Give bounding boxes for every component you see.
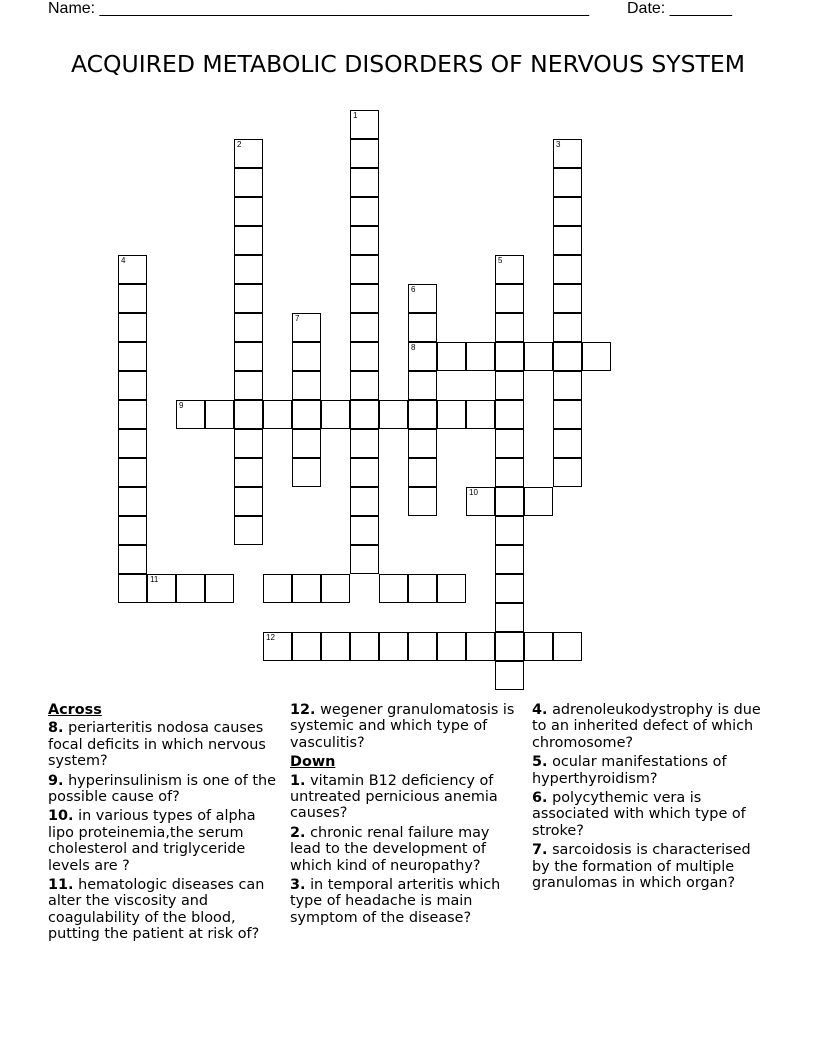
grid-cell[interactable] <box>495 603 524 632</box>
grid-cell[interactable] <box>524 632 553 661</box>
grid-cell[interactable] <box>379 574 408 603</box>
grid-cell[interactable] <box>118 458 147 487</box>
grid-cell[interactable] <box>350 516 379 545</box>
grid-cell[interactable] <box>553 458 582 487</box>
grid-cell[interactable] <box>350 371 379 400</box>
clue-number: 9. <box>48 772 64 789</box>
grid-cell[interactable] <box>495 284 524 313</box>
clue-text: hyperinsulinism is one of the possible cause of? <box>48 772 277 806</box>
grid-cell[interactable] <box>350 284 379 313</box>
clue-down-4 <box>532 702 772 751</box>
grid-cell[interactable] <box>553 429 582 458</box>
grid-cell[interactable] <box>263 574 292 603</box>
grid-cell[interactable] <box>234 168 263 197</box>
grid-cell[interactable] <box>350 197 379 226</box>
clue-text: in various types of alpha lipo proteinemia,the serum cholesterol and triglyceride levels are ? <box>48 808 256 874</box>
clue-text: chronic renal failure may lead to the development of which kind of neuropathy? <box>290 824 490 874</box>
grid-cell[interactable] <box>495 255 524 284</box>
grid-cell[interactable] <box>350 400 379 429</box>
grid-cell[interactable] <box>582 342 611 371</box>
clue-text: ocular manifestations of hyperthyroidism? <box>532 754 727 787</box>
grid-cell[interactable] <box>350 255 379 284</box>
grid-cell[interactable] <box>408 632 437 661</box>
grid-cell[interactable] <box>350 226 379 255</box>
grid-cell[interactable] <box>234 458 263 487</box>
grid-cell[interactable] <box>263 400 292 429</box>
cell-number: 5 <box>498 256 503 265</box>
clue-text: hematologic diseases can alter the viscosity and coagulability of the blood, putting the patient at risk of? <box>48 877 265 943</box>
grid-cell[interactable] <box>118 516 147 545</box>
grid-cell[interactable] <box>234 429 263 458</box>
clue-across-11 <box>48 877 280 943</box>
clue-number: 3. <box>290 877 306 894</box>
grid-cell[interactable] <box>350 139 379 168</box>
clue-number: 12. <box>290 702 316 718</box>
clue-text: adrenoleukodystrophy is due to an inherited defect of which chromosome? <box>532 702 761 751</box>
cell-number: 1 <box>353 111 358 120</box>
date-field[interactable]: Date: _______ <box>627 0 732 17</box>
clue-text: periarteritis nodosa causes focal deficits in which nervous system? <box>48 720 266 770</box>
grid-cell[interactable] <box>176 400 205 429</box>
name-field[interactable]: Name: _______________________________________________________ <box>48 0 589 17</box>
grid-cell[interactable] <box>118 429 147 458</box>
cell-number: 10 <box>469 488 478 497</box>
grid-cell[interactable] <box>118 284 147 313</box>
clue-number: 4. <box>532 702 548 718</box>
grid-cell[interactable] <box>408 574 437 603</box>
across-heading: Across <box>48 702 102 718</box>
grid-cell[interactable] <box>350 632 379 661</box>
grid-cell[interactable] <box>408 371 437 400</box>
grid-cell[interactable] <box>176 574 205 603</box>
grid-cell[interactable] <box>408 284 437 313</box>
grid-cell[interactable] <box>408 342 437 371</box>
grid-cell[interactable] <box>234 516 263 545</box>
grid-cell[interactable] <box>234 313 263 342</box>
grid-cell[interactable] <box>118 371 147 400</box>
grid-cell[interactable] <box>292 574 321 603</box>
cell-number: 4 <box>121 256 126 265</box>
clue-number: 11. <box>48 877 74 894</box>
clue-down-6 <box>532 790 772 839</box>
grid-cell[interactable] <box>350 545 379 574</box>
grid-cell[interactable] <box>495 632 524 661</box>
grid-cell[interactable] <box>553 284 582 313</box>
grid-cell[interactable] <box>495 545 524 574</box>
grid-cell[interactable] <box>292 429 321 458</box>
grid-cell[interactable] <box>495 400 524 429</box>
grid-cell[interactable] <box>553 197 582 226</box>
grid-cell[interactable] <box>437 400 466 429</box>
grid-cell[interactable] <box>118 255 147 284</box>
grid-cell[interactable] <box>408 487 437 516</box>
grid-cell[interactable] <box>437 342 466 371</box>
grid-cell[interactable] <box>437 632 466 661</box>
grid-cell[interactable] <box>553 371 582 400</box>
clues-column-1 <box>48 702 280 946</box>
grid-cell[interactable] <box>234 226 263 255</box>
grid-cell[interactable] <box>321 574 350 603</box>
grid-cell[interactable] <box>495 371 524 400</box>
grid-cell[interactable] <box>553 255 582 284</box>
grid-cell[interactable] <box>495 313 524 342</box>
clue-down-5 <box>532 754 772 787</box>
cell-number: 8 <box>411 343 416 352</box>
clue-number: 2. <box>290 824 306 841</box>
grid-cell[interactable] <box>437 574 466 603</box>
grid-cell[interactable] <box>263 632 292 661</box>
grid-cell[interactable] <box>147 574 176 603</box>
grid-cell[interactable] <box>553 226 582 255</box>
grid-cell[interactable] <box>234 487 263 516</box>
grid-cell[interactable] <box>524 487 553 516</box>
grid-cell[interactable] <box>118 313 147 342</box>
grid-cell[interactable] <box>118 487 147 516</box>
clue-text: in temporal arteritis which type of headache is main symptom of the disease? <box>290 877 501 926</box>
grid-cell[interactable] <box>118 400 147 429</box>
cell-number: 12 <box>266 633 275 642</box>
clue-text: wegener granulomatosis is systemic and which type of vasculitis? <box>290 702 515 751</box>
cell-number: 9 <box>179 401 184 410</box>
clue-down-1 <box>290 773 522 822</box>
clue-number: 5. <box>532 754 548 771</box>
grid-cell[interactable] <box>118 545 147 574</box>
grid-cell[interactable] <box>466 342 495 371</box>
page-title: ACQUIRED METABOLIC DISORDERS OF NERVOUS SYSTEM <box>70 50 746 78</box>
grid-cell[interactable] <box>292 632 321 661</box>
clues-column-3 <box>532 702 772 894</box>
grid-cell[interactable] <box>350 458 379 487</box>
clue-across-12 <box>290 702 522 751</box>
grid-cell[interactable] <box>524 342 553 371</box>
grid-cell[interactable] <box>350 110 379 139</box>
cell-number: 11 <box>150 575 159 584</box>
grid-cell[interactable] <box>292 400 321 429</box>
clue-number: 10. <box>48 808 74 825</box>
grid-cell[interactable] <box>234 284 263 313</box>
grid-cell[interactable] <box>495 487 524 516</box>
clue-down-2 <box>290 825 522 874</box>
grid-cell[interactable] <box>553 139 582 168</box>
grid-cell[interactable] <box>553 632 582 661</box>
grid-cell[interactable] <box>553 313 582 342</box>
grid-cell[interactable] <box>379 400 408 429</box>
grid-cell[interactable] <box>408 313 437 342</box>
grid-cell[interactable] <box>495 574 524 603</box>
grid-cell[interactable] <box>118 574 147 603</box>
grid-cell[interactable] <box>408 429 437 458</box>
grid-cell[interactable] <box>234 342 263 371</box>
grid-cell[interactable] <box>321 400 350 429</box>
grid-cell[interactable] <box>234 400 263 429</box>
down-heading: Down <box>290 754 336 771</box>
grid-cell[interactable] <box>553 342 582 371</box>
grid-cell[interactable] <box>379 632 408 661</box>
clue-text: vitamin B12 deficiency of untreated pernicious anemia causes? <box>290 772 498 822</box>
grid-cell[interactable] <box>495 429 524 458</box>
grid-cell[interactable] <box>408 400 437 429</box>
grid-cell[interactable] <box>553 168 582 197</box>
grid-cell[interactable] <box>553 400 582 429</box>
grid-cell[interactable] <box>495 661 524 690</box>
grid-cell[interactable] <box>292 371 321 400</box>
grid-cell[interactable] <box>466 632 495 661</box>
clue-across-9 <box>48 773 280 806</box>
clue-across-8 <box>48 720 280 769</box>
grid-cell[interactable] <box>408 458 437 487</box>
grid-cell[interactable] <box>466 487 495 516</box>
grid-cell[interactable] <box>495 516 524 545</box>
grid-cell[interactable] <box>234 255 263 284</box>
clue-text: polycythemic vera is associated with which type of stroke? <box>532 790 746 839</box>
cell-number: 3 <box>556 140 561 149</box>
grid-cell[interactable] <box>350 313 379 342</box>
grid-cell[interactable] <box>234 371 263 400</box>
grid-cell[interactable] <box>292 458 321 487</box>
grid-cell[interactable] <box>321 632 350 661</box>
grid-cell[interactable] <box>466 400 495 429</box>
grid-cell[interactable] <box>292 342 321 371</box>
grid-cell[interactable] <box>350 429 379 458</box>
clue-number: 6. <box>532 790 548 807</box>
clue-down-3 <box>290 877 522 926</box>
grid-cell[interactable] <box>118 342 147 371</box>
grid-cell[interactable] <box>350 168 379 197</box>
grid-cell[interactable] <box>292 313 321 342</box>
clue-text: sarcoidosis is characterised by the formation of multiple granulomas in which organ? <box>532 842 751 892</box>
cell-number: 6 <box>411 285 416 294</box>
clue-across-10 <box>48 808 280 874</box>
grid-cell[interactable] <box>350 342 379 371</box>
clue-down-7 <box>532 842 772 891</box>
grid-cell[interactable] <box>495 458 524 487</box>
cell-number: 2 <box>237 140 242 149</box>
grid-cell[interactable] <box>234 139 263 168</box>
clues-column-2 <box>290 702 522 929</box>
grid-cell[interactable] <box>495 342 524 371</box>
grid-cell[interactable] <box>350 487 379 516</box>
grid-cell[interactable] <box>205 574 234 603</box>
grid-cell[interactable] <box>205 400 234 429</box>
grid-cell[interactable] <box>234 197 263 226</box>
cell-number: 7 <box>295 314 300 323</box>
clue-number: 1. <box>290 772 306 789</box>
clue-number: 8. <box>48 720 64 737</box>
clue-number: 7. <box>532 842 548 859</box>
